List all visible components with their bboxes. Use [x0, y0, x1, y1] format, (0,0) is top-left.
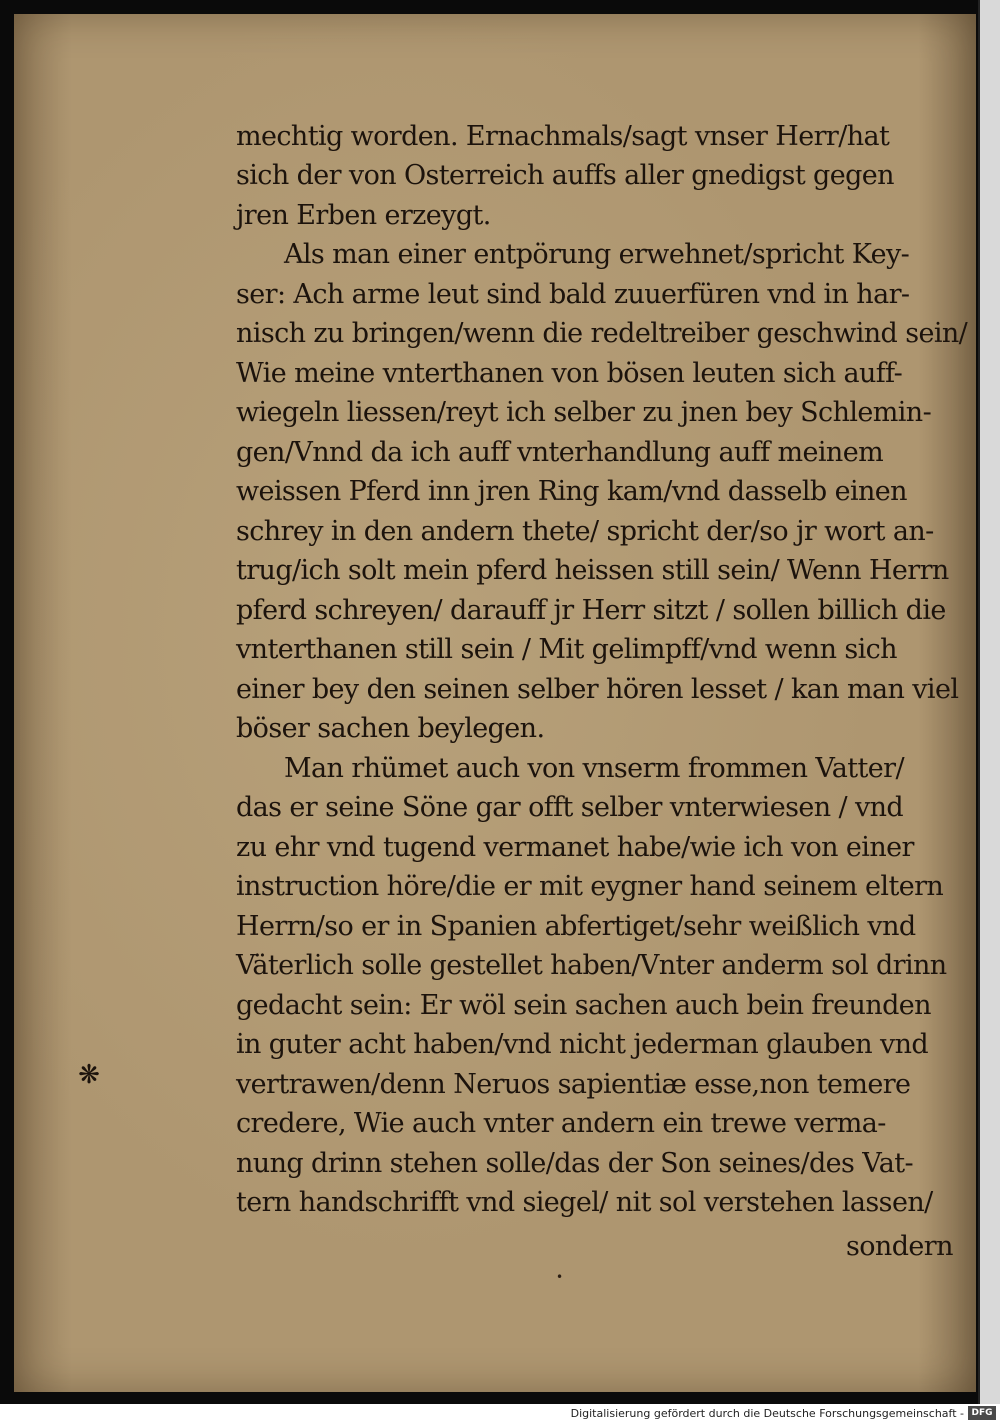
text-line: zu ehr vnd tugend vermanet habe/wie ich von einer — [236, 832, 914, 863]
text-line: gedacht sein: Er wöl sein sachen auch bein freunden — [236, 990, 931, 1021]
scan-edge-strip — [978, 0, 1000, 1404]
text-line: mechtig worden. Ernachmals/sagt vnser Herr/hat — [236, 121, 890, 152]
dfg-logo: DFG — [968, 1406, 996, 1420]
text-line: Man rhümet auch von vnserm frommen Vatter/ — [284, 753, 904, 784]
text-line: vnterthanen still sein / Mit gelimpff/vnd wenn sich — [236, 634, 897, 665]
text-line: Herrn/so er in Spanien abfertiget/sehr weißlich vnd — [236, 911, 916, 942]
text-line: einer bey den seinen selber hören lesset / kan man viel — [236, 674, 959, 705]
asterisk-ornament-icon: ❋ — [78, 1060, 100, 1090]
text-line: instruction höre/die er mit eygner hand seinem eltern — [236, 871, 944, 902]
text-line: ser: Ach arme leut sind bald zuuerfüren vnd in har- — [236, 279, 910, 310]
text-line: böser sachen beylegen. — [236, 713, 545, 744]
text-line: nung drinn stehen solle/das der Son seines/des Vat- — [236, 1148, 913, 1179]
text-line: pferd schreyen/ darauff jr Herr sitzt / sollen billich die — [236, 595, 946, 626]
text-line: weissen Pferd inn jren Ring kam/vnd dasselb einen — [236, 476, 907, 507]
text-line: tern handschrifft vnd siegel/ nit sol verstehen lassen/ — [236, 1187, 933, 1218]
text-line: das er seine Söne gar offt selber vnterwiesen / vnd — [236, 792, 904, 823]
text-line: credere, Wie auch vnter andern ein trewe verma- — [236, 1108, 886, 1139]
text-line: trug/ich solt mein pferd heissen still sein/ Wenn Herrn — [236, 555, 949, 586]
text-line: Wie meine vnterthanen von bösen leuten sich auff- — [236, 358, 903, 389]
text-line: vertrawen/denn Neruos sapientiæ esse,non temere — [236, 1069, 911, 1100]
decorative-dot-icon: • — [556, 1270, 564, 1284]
text-line: Väterlich solle gestellet haben/Vnter anderm sol drinn — [236, 950, 947, 981]
text-line: sich der von Osterreich auffs aller gnedigst gegen — [236, 160, 894, 191]
footer-bar — [0, 1404, 1000, 1423]
text-line: nisch zu bringen/wenn die redeltreiber geschwind sein/ — [236, 318, 968, 349]
text-line: jren Erben erzeygt. — [236, 200, 491, 231]
catchword: sondern — [846, 1231, 953, 1262]
text-line: schrey in den andern thete/ spricht der/so jr wort an- — [236, 516, 934, 547]
text-line: wiegeln liessen/reyt ich selber zu jnen bey Schlemin- — [236, 397, 932, 428]
text-line: gen/Vnnd da ich auff vnterhandlung auff meinem — [236, 437, 884, 468]
footer-credit: Digitalisierung gefördert durch die Deutsche Forschungsgemeinschaft - — [570, 1407, 964, 1420]
text-line: in guter acht haben/vnd nicht jederman glauben vnd — [236, 1029, 929, 1060]
text-line: Als man einer entpörung erwehnet/spricht Key- — [284, 239, 910, 270]
